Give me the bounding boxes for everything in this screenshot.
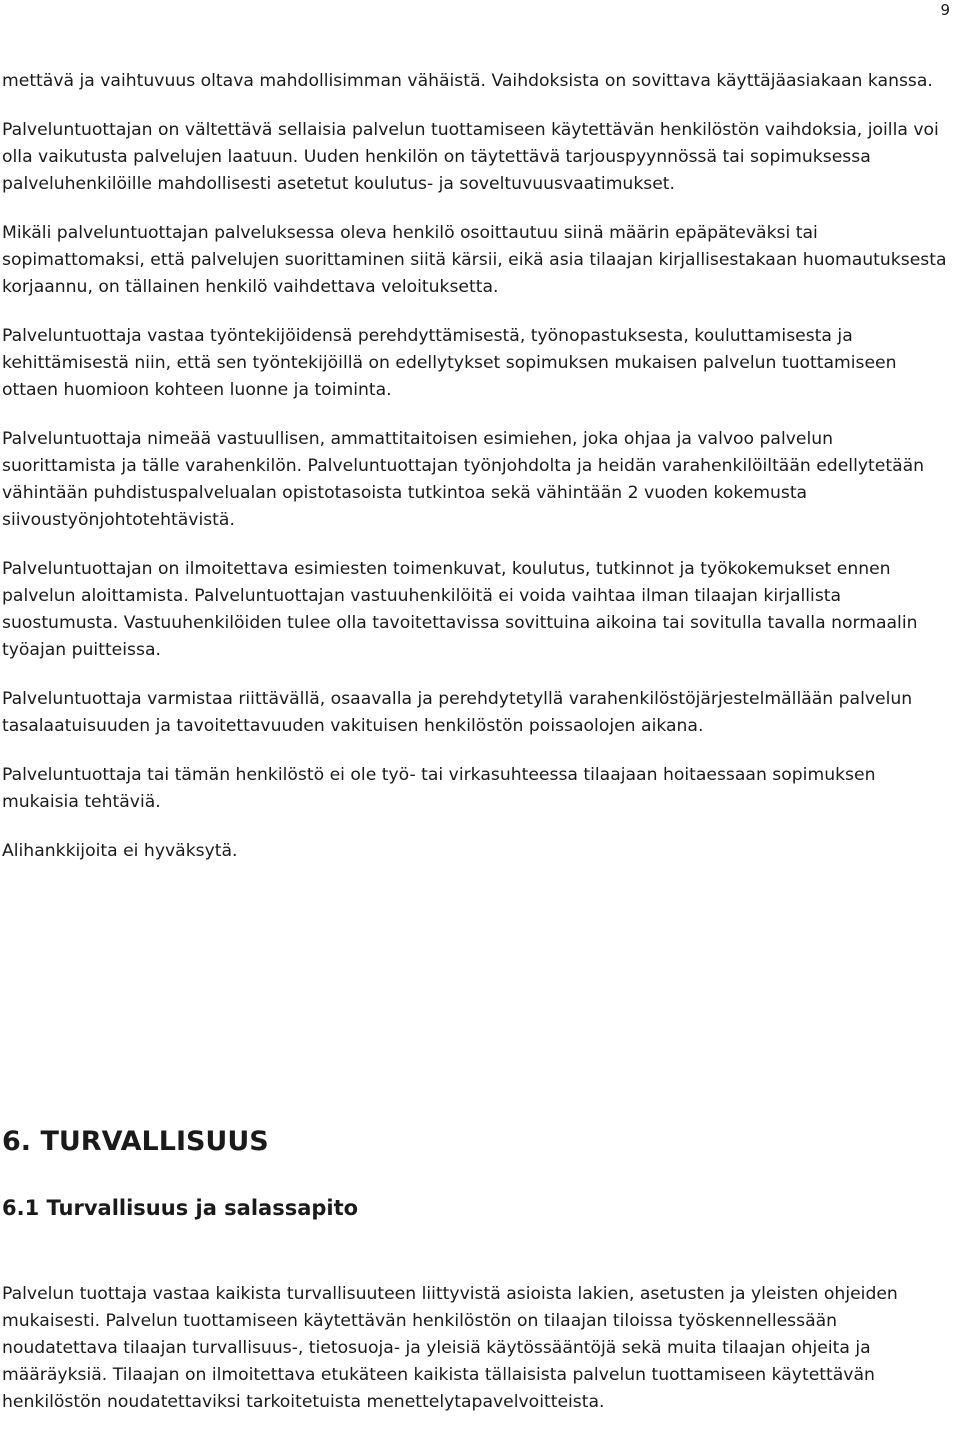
paragraph-subcontractors: Alihankkijoita ei hyväksytä. [2, 841, 238, 861]
paragraph-employment-relation: Palveluntuottaja tai tämän henkilöstö ei ole työ- tai virkasuhteessa tilaajaan hoitaessaan sopimuksen mukaisia tehtäviä. [2, 765, 876, 812]
paragraph-supervisor: Palveluntuottaja nimeää vastuullisen, ammattitaitoisen esimiehen, joka ohjaa ja valvoo palvelun suorittamista ja tälle varahenkilön. Palveluntuottajan työnjohdolta ja heidän varahenkilöiltään edellytetään vähintään puhdistuspalvelualan opistotasoista tutkintoa sekä vähintään 2 vuoden kokemusta siivoustyönjohtotehtävistä. [2, 429, 925, 530]
page-number: 9 [940, 1, 950, 19]
section-heading: 6. TURVALLISUUS [2, 1126, 269, 1157]
paragraph-training: Palveluntuottaja vastaa työntekijöidensä perehdyttämisestä, työnopastuksesta, kouluttamisesta ja kehittämisestä niin, että sen työntekijöillä on edellytykset sopimuksen mukaisen palvelun tuottamiseen ottaen huomioon kohteen luonne ja toiminta. [2, 326, 897, 400]
paragraph-security: Palvelun tuottaja vastaa kaikista turvallisuuteen liittyvistä asioista lakien, asetusten ja yleisten ohjeiden mukaisesti. Palvelun tuottamiseen käytettävän henkilöstön on tilaajan tiloissa työskennellessään noudatettava tilaajan turvallisuus-, tietosuoja- ja yleisiä käytössääntöjä sekä muita tilaajan ohjeita ja määräyksiä. Tilaajan on ilmoitettava etukäteen kaikista tällaisista palvelun tuottamiseen käytettävän henkilöstön noudatettaviksi tarkoitetuista menettelytapavelvoitteista. [2, 1284, 898, 1412]
subsection-heading: 6.1 Turvallisuus ja salassapito [2, 1196, 359, 1220]
security-section [2, 1281, 952, 1416]
paragraph-staff-turnover: mettävä ja vaihtuvuus oltava mahdollisimman vähäistä. Vaihdoksista on sovittava käyttäjäasiakaan kanssa. [2, 71, 933, 91]
paragraph-staff-changes: Palveluntuottajan on vältettävä sellaisia palvelun tuottamiseen käytettävän henkilöstön vaihdoksia, joilla voi olla vaikutusta palvelujen laatuun. Uuden henkilön on täytettävä tarjouspyynnössä tai sopimuksessa palveluhenkilöille mahdollisesti asetetut koulutus- ja soveltuvuusvaatimukset. [2, 120, 939, 194]
paragraph-incompetent-staff: Mikäli palveluntuottajan palveluksessa oleva henkilö osoittautuu siinä määrin epäpäteväksi tai sopimattomaksi, että palvelujen suorittaminen siitä kärsii, eikä asia tilaajan kirjallisestakaan huomautuksesta korjaannu, on tällainen henkilö vaihdettava veloituksetta. [2, 223, 947, 297]
document-body [2, 68, 950, 865]
paragraph-supervisor-notice: Palveluntuottajan on ilmoitettava esimiesten toimenkuvat, koulutus, tutkinnot ja työkokemukset ennen palvelun aloittamista. Palveluntuottajan vastuuhenkilöitä ei voida vaihtaa ilman tilaajan kirjallista suostumusta. Vastuuhenkilöiden tulee olla tavoitettavissa sovittuina aikoina tai sovitulla tavalla normaalin työajan puitteissa. [2, 559, 918, 660]
paragraph-substitutes: Palveluntuottaja varmistaa riittävällä, osaavalla ja perehdytetyllä varahenkilöstöjärjestelmällään palvelun tasalaatuisuuden ja tavoitettavuuden vakituisen henkilöstön poissaolojen aikana. [2, 689, 913, 736]
